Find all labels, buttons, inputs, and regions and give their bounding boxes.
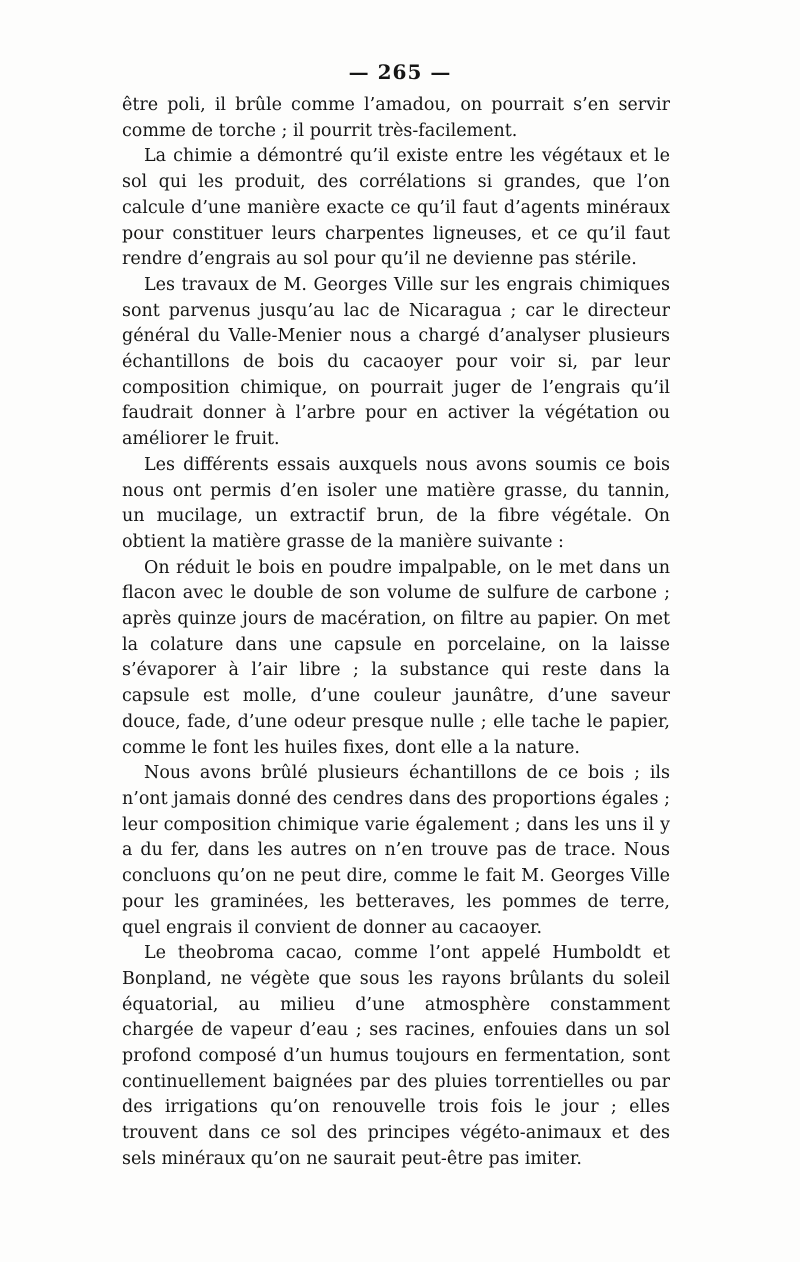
paragraph: être poli, il brûle comme l’amadou, on pourrait s’en servir comme de torche ; il pourrit très-facilement. <box>122 95 670 141</box>
paragraph: Les différents essais auxquels nous avons soumis ce bois nous ont permis d’en isoler une matière grasse, du tannin, un mucilage, un extractif brun, de la fibre végétale. On obtient la matière grasse de la manière suivante : <box>122 454 670 552</box>
page-number: — 265 — <box>348 60 452 84</box>
paragraph: Nous avons brûlé plusieurs échantillons de ce bois ; ils n’ont jamais donné des cendres dans des proportions égales ; leur composition chimique varie également ; dans les uns il y a du fer, dans les autres on n’en trouve pas de trace. Nous concluons qu’on ne peut dire, comme le fait M. Georges Ville pour les graminées, les betteraves, les pommes de terre, quel engrais il convient de donner au cacaoyer. <box>122 763 670 938</box>
body-text <box>122 93 670 1173</box>
paragraph: Les travaux de M. Georges Ville sur les engrais chimiques sont parvenus jusqu’au lac de Nicaragua ; car le directeur général du Valle-Menier nous a chargé d’analyser plusieurs échantillons de bois du cacaoyer pour voir si, par leur composition chimique, on pourrait juger de l’engrais qu’il faudrait donner à l’arbre pour en activer la végétation ou améliorer le fruit. <box>122 274 670 450</box>
paragraph: La chimie a démontré qu’il existe entre les végétaux et le sol qui les produit, des corrélations si grandes, que l’on calcule d’une manière exacte ce qu’il faut d’agents minéraux pour constituer leurs charpentes ligneuses, et ce qu’il faut rendre d’engrais au sol pour qu’il ne devienne pas stérile. <box>122 146 670 270</box>
paragraph: On réduit le bois en poudre impalpable, on le met dans un flacon avec le double de son volume de sulfure de carbone ; après quinze jours de macération, on filtre au papier. On met la colature dans une capsule en porcelaine, on la laisse s’évaporer à l’air libre ; la substance qui reste dans la capsule est molle, d’une couleur jaunâtre, d’une saveur douce, fade, d’une odeur presque nulle ; elle tache le papier, comme le font les huiles fixes, dont elle a la nature. <box>122 557 670 758</box>
paragraph: Le theobroma cacao, comme l’ont appelé Humboldt et Bonpland, ne végète que sous les rayons brûlants du soleil équatorial, au milieu d’une atmosphère constamment chargée de vapeur d’eau ; ses racines, enfouies dans un sol profond composé d’un humus toujours en fermentation, sont continuellement baignées par des pluies torrentielles ou par des irrigations qu’on renouvelle trois fois le jour ; elles trouvent dans ce sol des principes végéto-animaux et des sels minéraux qu’on ne saurait peut-être pas imiter. <box>122 943 670 1169</box>
